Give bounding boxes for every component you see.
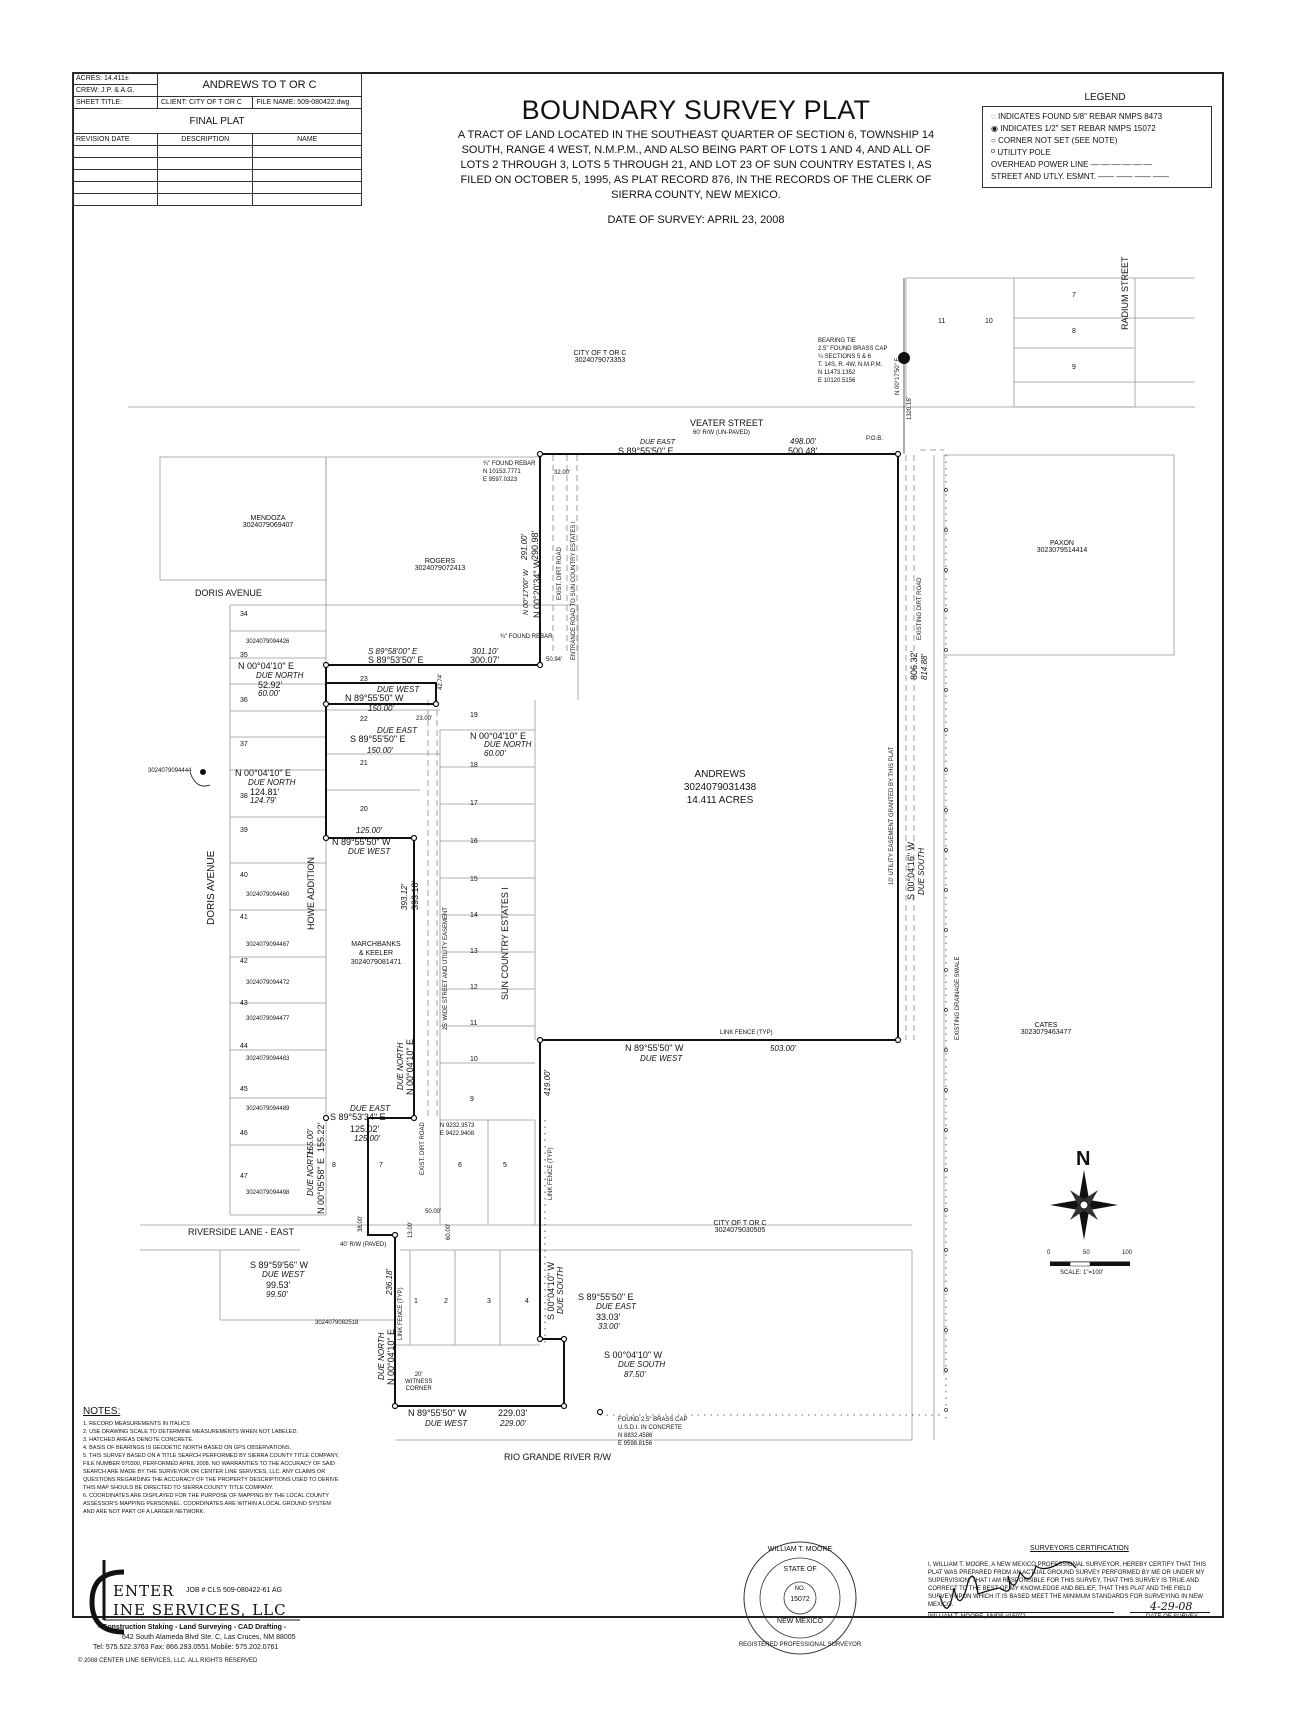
bearing-tie-line: BEARING TIE [818,338,856,344]
parcel-id: 3024079094472 [246,980,290,986]
legend-title: LEGEND [1084,92,1126,103]
call-text: 50.00' [425,1209,442,1215]
pob-label: P.O.B. [866,436,883,442]
cert-signer: WILLIAM T. MOORE, NMPS #15072 [928,1614,1026,1620]
legend-text: CORNER NOT SET (SEE NOTE) [998,136,1118,145]
call-text: 124.79' [250,796,276,805]
call-text: 125.00' [354,1134,380,1143]
call-text: DUE EAST [377,726,418,735]
witness-line: CORNER [405,1386,432,1392]
brass-cap-line: N 8832.4586 [618,1433,653,1439]
call-text: 290.98' [530,530,540,560]
coord-mid [440,1122,474,1138]
street-riverside-row: 40' R/W (PAVED) [340,1242,387,1248]
call-text: 32.00' [554,470,571,476]
call-text: 301.10' [472,647,498,656]
seal-name: WILLIAM T. MOORE [767,1546,833,1553]
call-text: DUE NORTH [306,1148,315,1196]
call-text: N 89°55'50" W [408,1408,467,1418]
power-line-icon: —·—·—·—·—·— [1090,160,1152,169]
call-text: DUE NORTH [248,778,296,787]
legend-text: OVERHEAD POWER LINE [991,160,1089,169]
parcel-rogers [400,558,480,572]
lot-label: 15 [470,876,478,883]
lot-label: 11 [938,318,946,325]
witness-corner [405,1372,432,1393]
call-text: 33.00' [598,1322,620,1331]
parcel-id: 3024079094489 [246,1106,290,1112]
fence-label: LINK FENCE (TYP) [398,1287,404,1340]
call-text: DUE NORTH [484,740,532,749]
road-label: ENTRANCE ROAD TO SUN COUNTRY ESTATES I [571,521,577,660]
cert-date: 4-29-08 [1150,1600,1193,1613]
call-text: N 00°05'58" E [316,1157,326,1214]
call-text: N 89°55'50" W [332,837,391,847]
lot-label: 16 [470,838,478,845]
rev-header-date: REVISION DATE [73,134,158,146]
howe-addition: HOWE ADDITION [306,856,316,930]
scale-text: SCALE: 1"=100' [1060,1270,1104,1276]
parcel-id: 3024079094477 [246,1016,290,1022]
scale-0: 0 [1047,1250,1051,1256]
call-text: DUE SOUTH [556,1266,565,1314]
lot-label: 40 [240,872,248,879]
call-text: DUE NORTH [396,1042,405,1090]
utility-pole-icon: ᴼ [991,148,996,157]
lot-label: 8 [1072,328,1076,335]
bearing-tie [818,337,887,385]
call-text: S 00°04'10" W [604,1350,663,1360]
lot-label: 13 [470,948,478,955]
north-arrow-icon [1050,1170,1118,1240]
street-veater: VEATER STREET [690,418,764,428]
call-text: 229.03' [498,1408,528,1418]
street-veater-row: 60' R/W (UN-PAVED) [693,430,750,436]
scale-100: 100 [1122,1250,1133,1256]
call-text: N 00°04'10" E [386,1328,396,1385]
note-item: 5. THIS SURVEY BASED ON A TITLE SEARCH PERFORMED BY SIERRA COUNTY TITLE COMPANY, FILE NUMBER 070300, PERFORMED APRIL 2008. NO WARRANTIES TO THE ACCURACY OF SAID SEARCH ARE MADE BY THE SURVEYOR OR CENTER LINE SERVICES, LLC. ANY CLAIMS OR QUESTIONS REGARDING THE ACCURACY OF THE PROPERTY DESCRIPTIONS USED TO DERIVE THIS MAP SHOULD BE DIRECTED TO SIERRA COUNTY TITLE COMPANY. [83,1453,339,1491]
lot-label: 34 [240,611,248,618]
rev-header-name: NAME [253,134,362,146]
lot-label: 4 [525,1298,529,1305]
lot-label: 3 [487,1298,491,1305]
seal-no: NO. [794,1586,806,1592]
ref-distance: 1320.16' [907,397,913,420]
call-text: N 00°04'10" E [470,731,527,741]
lot-label: 39 [240,827,248,834]
call-text: 291.00' [520,534,529,560]
seal-registered: REGISTERED PROFESSIONAL SURVEYOR [738,1642,862,1648]
parcel-name: MARCHBANKS [351,941,401,948]
call-text: 125.02' [350,1124,380,1134]
call-text: 236.18' [385,1269,394,1295]
lot-label: 23 [360,676,368,683]
rebar-line: E 9597.0323 [483,477,518,483]
lot-label: 42 [240,958,248,965]
lot-label: 46 [240,1130,248,1137]
call-text: 150.00' [368,704,394,713]
lot-label: 22 [360,716,368,723]
parcel-name: PAXON [1050,540,1074,547]
lot-label: 6 [458,1162,462,1169]
call-text: 124.81' [250,787,280,797]
lot-label: 45 [240,1086,248,1093]
call-text: N 00°04'10" E [238,661,295,671]
lot-label: 36 [240,697,248,704]
cert-title: SURVEYORS CERTIFICATION [1030,1545,1129,1552]
call-text: 33.03' [596,1312,621,1322]
call-text: DUE EAST [640,439,676,446]
call-text: 498.00' [790,437,816,446]
call-text: 300.07' [470,655,500,665]
street-radium: RADIUM STREET [1120,256,1130,330]
road-label: EXISTING DIRT ROAD [917,577,923,640]
call-text: DUE WEST [425,1419,468,1428]
call-text: 150.00' [367,746,393,755]
parcel-id: 3024079094460 [246,892,290,898]
lot-label: 18 [470,762,478,769]
call-text: 60.00' [446,1223,452,1240]
lot-label: 17 [470,800,478,807]
page-title: BOUNDARY SURVEY PLAT [521,95,871,125]
parcel-id: 3024079094467 [246,942,290,948]
parcel-paxon [1022,540,1102,554]
call-text: 23.00' [416,716,433,722]
seal-number: 15072 [790,1596,810,1603]
call-text: DUE WEST [262,1270,305,1279]
lot-label: 7 [1072,292,1076,299]
bearing-tie-line: E 10120.5156 [818,378,856,384]
call-text: S 00°04'16" W [906,841,916,900]
sheet-title-label: SHEET TITLE: [73,97,158,109]
call-text: 393.10' [410,880,420,910]
rebar-line: ¾" FOUND REBAR [483,461,536,467]
parcel-name: MENDOZA [250,515,286,522]
call-text: S 89°53'50" E [368,655,424,665]
lot-label: 12 [470,984,478,991]
parcel-name: ANDREWS [694,769,746,780]
crew-value: J.P. & A.G. [101,87,135,94]
call-text: DUE SOUTH [618,1360,666,1369]
note-item: 2. USE DRAWING SCALE TO DETERMINE MEASUREMENTS WHEN NOT LABELED. [83,1429,298,1435]
signature-line [928,1612,1114,1613]
parcel-id: 3024079072413 [414,565,466,572]
company-address: 642 South Alameda Blvd Ste. C, Las Cruces, NM 88005 [122,1634,296,1641]
lot-label: 5 [503,1162,507,1169]
call-text: 60.00' [258,689,280,698]
parcel-city-north [560,350,640,364]
call-text: 806.32' [909,650,919,680]
fence-label: LINK FENCE (TYP) [548,1147,554,1200]
copyright-text: © 2008 CENTER LINE SERVICES, LLC. ALL RIGHTS RESERVED [78,1658,258,1664]
call-text: 99.53' [266,1280,291,1290]
date-line [1130,1612,1210,1613]
found-rebar-2: ¾" FOUND REBAR [500,634,553,640]
lot-label: 9 [470,1096,474,1103]
parcel-id: 3024079073353 [574,357,626,364]
call-text: 42.74' [438,673,444,690]
legend-text: STREET AND UTLY. ESMNT. [991,172,1096,181]
company-enter: ENTER [113,1582,175,1600]
parcel-id: 3024079031438 [683,782,757,793]
date-of-survey: DATE OF SURVEY: APRIL 23, 2008 [607,214,785,226]
road-label: EXIST. DIRT ROAD [557,547,563,600]
company-line-services: INE SERVICES, LLC [113,1601,287,1619]
parcel-marchbanks [336,940,416,967]
brass-cap-line: U.S.D.I. IN CONCRETE [618,1425,683,1431]
seal-state-of: STATE OF [783,1566,817,1573]
found-rebar-1 [483,460,535,484]
witness-line: 20' [414,1372,423,1378]
parcel-id: 3023079463477 [1020,1029,1072,1036]
acres-value: 14.411± [104,75,129,82]
lot-label: 41 [240,914,248,921]
lot-label: 7 [379,1162,383,1169]
call-text: S 89°55'50" E [350,734,406,744]
scale-bar [1050,1262,1130,1266]
call-text: N 00°17'00" W [523,569,530,615]
lot-label: 37 [240,741,248,748]
note-item: 1. RECORD MEASUREMENTS IN ITALICS [83,1421,190,1427]
lot-label: 11 [470,1020,478,1027]
call-text: 125.00' [356,826,382,835]
bearing-tie-line: T. 14S, R. 4W, N.M.P.M. [818,362,883,368]
brass-cap-line: E 9598.8156 [618,1441,653,1447]
call-text: DUE SOUTH [917,847,926,895]
call-text: N 00°04'10" E [405,1038,415,1095]
legend-text: INDICATES 1/2" SET REBAR NMPS 15072 [1000,124,1156,133]
coord-line: N 9232.3573 [440,1123,475,1129]
sun-country: SUN COUNTRY ESTATES I [500,887,510,1000]
swale-label: EXISTING DRAINAGE SWALE [955,956,961,1040]
call-text: S 89°55'50" E [618,446,674,456]
lot-label: 20 [360,806,368,813]
street-riverside: RIVERSIDE LANE - EAST [188,1227,295,1237]
call-text: 503.00' [770,1044,796,1053]
call-text: 814.88' [920,654,929,680]
lot-label: 14 [470,912,478,919]
call-text: 60.00' [484,749,506,758]
north-letter: N [1076,1148,1091,1170]
legend-text: UTILITY POLE [997,148,1051,157]
project-name: ANDREWS TO T OR C [158,73,362,97]
call-text: 99.50' [266,1290,288,1299]
call-text: N 00°04'10" E [235,768,292,778]
call-text: DUE NORTH [377,1332,386,1380]
notes-title: NOTES: [83,1406,121,1417]
call-text: 155.22' [316,1122,326,1152]
call-text: 13.00' [408,1221,414,1238]
note-item: 3. HATCHED AREAS DENOTE CONCRETE. [83,1437,194,1443]
file-name: FILE NAME: 509-080422.dwg [253,97,362,109]
bearing-tie-line: 2.5" FOUND BRASS CAP [818,346,888,352]
parcel-name: CATES [1034,1022,1058,1029]
cert-text: I, WILLIAM T. MOORE, A NEW MEXICO PROFESSIONAL SURVEYOR, HEREBY CERTIFY THAT THIS PLAT WAS PREPARED FROM AN ACTUAL GROUND SURVEY PERFORMED BY ME OR UNDER MY SUPERVISION, THAT I AM RESPONSIBLE FOR THIS SURVEY, THAT THIS SURVEY IS TRUE AND CORRECT TO THE BEST OF MY KNOWLEDGE AND BELIEF, THAT THIS PLAT AND THE FIELD SURVEY UPON WHICH IT IS BASED MEET THE MINIMUM STANDARDS FOR SURVEYING IN NEW MEXICO. [928,1562,1207,1608]
company-services: - Construction Staking - Land Surveying - CAD Drafting - [98,1624,287,1631]
call-text: 87.50' [624,1370,646,1379]
call-text: 500.48' [788,446,818,456]
call-text: DUE NORTH [256,671,304,680]
brass-cap-line: FOUND 2.5" BRASS CAP [618,1417,688,1423]
parcel-cates [1006,1022,1086,1036]
parcel-name: CITY OF T OR C [573,350,627,357]
rio-grande: RIO GRANDE RIVER R/W [504,1452,612,1462]
call-text: DUE WEST [640,1054,683,1063]
parcel-mendoza [228,515,308,529]
found-rebar-icon: ◌ [991,112,996,121]
call-text: 419.00' [543,1070,552,1096]
parcel-id: 3024079082518 [315,1320,359,1326]
call-text: S 89°53'34" E [330,1112,386,1122]
call-text: 229.00' [500,1419,526,1428]
easement-line-icon: —— —— —— —— [1098,172,1169,181]
road-label: EXIST. DIRT ROAD [420,1122,426,1175]
cert-date-label: DATE OF SURVEY [1146,1614,1198,1620]
crew-label: CREW: [76,87,100,94]
parcel-id: 3024079094426 [246,639,290,645]
call-text: 393.12' [400,884,409,910]
parcel-id: 3024079081471 [350,959,402,966]
fence-label: LINK FENCE (TYP) [720,1030,773,1036]
easement-label: 25' WIDE STREET AND UTILITY EASEMENT [443,907,449,1030]
coord-line: E 9422.9408 [440,1131,475,1137]
call-text: 38.00' [358,1215,364,1232]
lot-label: 8 [332,1162,336,1169]
call-text: N 89°55'50" W [625,1043,684,1053]
call-text: S 89°55'50" E [578,1292,634,1302]
plat-description: A TRACT OF LAND LOCATED IN THE SOUTHEAST QUARTER OF SECTION 6, TOWNSHIP 14 SOUTH, RANGE 4 WEST, N.M.P.M., AND ALSO BEING PART OF LOTS 1 AND 4, AND ALL OF LOTS 2 THROUGH 3, LOTS 5 THROUGH 21, AND LOT 23 OF SUN COUNTRY ESTATES I, AS FILED ON OCTOBER 5, 1995, AS PLAT RECORD 876, IN THE RECORDS OF THE CLERK OF SIERRA COUNTY, NEW MEXICO. [457,129,935,201]
call-text: DUE WEST [377,685,420,694]
legend-text: INDICATES FOUND 5/8" REBAR NMPS 8473 [998,112,1163,121]
bearing-tie-line: ¼ SECTIONS 5 & 6 [818,354,872,360]
lot-label: 21 [360,760,368,767]
street-doris-v: DORIS AVENUE [206,850,217,925]
set-rebar-icon: ◉ [991,124,998,133]
lot-label: 38 [240,793,248,800]
sheet-title: FINAL PLAT [73,109,362,134]
lot-label: 10 [985,318,993,325]
parcel-acres: 14.411 ACRES [686,795,754,806]
call-text: S 89°58'00" E [368,647,418,656]
call-text: 50.94' [546,657,563,663]
note-item: 6. COORDINATES ARE DISPLAYED FOR THE PURPOSE OF MAPPING BY THE LOCAL COUNTY ASSESSOR'S MAPPING PERSONNEL. COORDINATES ARE WITHIN A LOCAL GROUND SYSTEM AND ARE NOT PART OF A LARGER NETWORK. [83,1493,331,1515]
parcel-id: 3024079069407 [242,522,294,529]
parcel-city-south [700,1220,780,1234]
lot-label: 2 [444,1298,448,1305]
lot-label: 10 [470,1056,478,1063]
note-item: 4. BASIS OF BEARINGS IS GEODETIC NORTH BASED ON GPS OBSERVATIONS. [83,1445,292,1451]
call-text: S 89°59'56" W [250,1260,309,1270]
rebar-line: N 10153.7771 [483,469,521,475]
parcel-id: 3024079094483 [246,1056,290,1062]
call-text: DUE EAST [350,1104,391,1113]
bearing-tie-line: N 11473.1352 [818,370,856,376]
call-text: S 00°04'10" W [546,1261,556,1320]
lot-label: 19 [470,712,478,719]
parcel-id: 3023079514414 [1036,547,1088,554]
scale-50: 50 [1083,1250,1090,1256]
rev-header-desc: DESCRIPTION [158,134,253,146]
brass-cap [618,1416,687,1448]
lot-label: 9 [1072,364,1076,371]
job-number: JOB # CLS 509-080422-61 AG [186,1587,283,1594]
call-text: DUE EAST [596,1302,637,1311]
corner-not-set-icon: ○ [991,136,996,145]
call-text: N 00°20'34" W [532,559,542,618]
parcel-id: 3024079094444 [148,768,192,774]
seal-new-mexico: NEW MEXICO [777,1618,823,1625]
witness-line: WITNESS [405,1379,433,1385]
ref-bearing: N 00°17'50" E [895,357,901,395]
notes-list [83,1420,343,1516]
parcel-name: & KEELER [358,950,394,957]
lot-label: 35 [240,652,248,659]
lot-label: 1 [414,1298,418,1305]
company-phones: Tel: 575.522.3763 Fax: 866.293.0551 Mobile: 575.202.0761 [93,1644,279,1651]
call-text: 52.92' [258,680,283,690]
lot-label: 43 [240,1000,248,1007]
parcel-id: 3024079094498 [246,1190,290,1196]
call-text: N 89°55'50" W [345,693,404,703]
client: CLIENT: CITY OF T OR C [158,97,253,109]
parcel-id: 3024079030505 [714,1227,766,1234]
lot-label: 44 [240,1043,248,1050]
parcel-name: CITY OF T OR C [713,1220,767,1227]
street-doris-h: DORIS AVENUE [195,588,262,598]
call-text: DUE WEST [348,847,391,856]
parcel-name: ROGERS [424,558,456,565]
parcel-andrews [660,768,780,807]
call-text: 155.00' [306,1129,315,1155]
acres-label: ACRES: [76,75,103,82]
lot-label: 47 [240,1173,248,1180]
easement-label: 10' UTILITY EASEMENT GRANTED BY THIS PLAT [889,746,895,885]
